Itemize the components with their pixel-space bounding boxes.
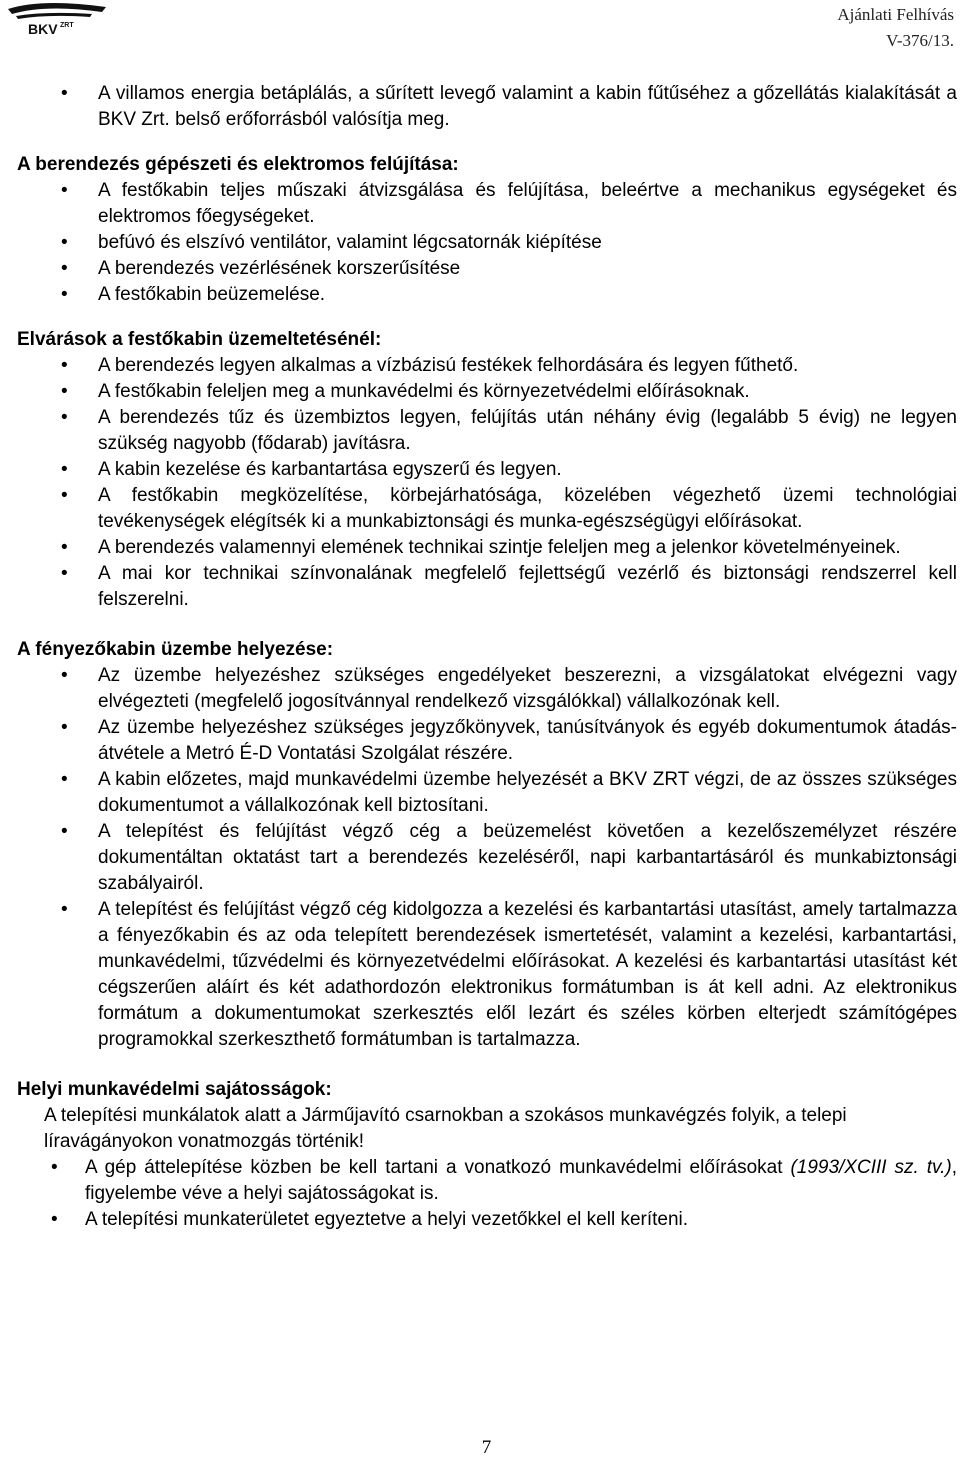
section4-list <box>17 1155 957 1233</box>
list-item: • A festőkabin feleljen meg a munkavédelmi és környezetvédelmi előírásoknak. <box>17 379 957 405</box>
logo-swoosh-icon <box>8 3 106 14</box>
logo-text: BKV <box>28 21 58 37</box>
list-item: • A telepítési munkaterületet egyeztetve a helyi vezetőkkel el kell keríteni. <box>17 1207 957 1233</box>
section1-list <box>17 178 957 308</box>
document-body <box>17 81 957 1233</box>
section-heading: A fényezőkabin üzembe helyezése: <box>17 639 334 660</box>
item-text: , figyelembe véve a helyi sajátosságokat is. <box>85 1157 957 1204</box>
section2-list <box>17 353 957 613</box>
list-item: • A berendezés legyen alkalmas a vízbázisú festékek felhordására és legyen fűthető. <box>17 353 957 379</box>
bkv-logo <box>2 0 110 38</box>
section-heading: A berendezés gépészeti és elektromos felújítása: <box>17 154 459 175</box>
list-item: • A kabin előzetes, majd munkavédelmi üzembe helyezését a BKV ZRT végzi, de az összes szükséges dokumentumot a vállalkozónak kell biztosítani. <box>17 767 957 819</box>
item-text: A gép áttelepítése közben be kell tartani a vonatkozó munkavédelmi előírásokat <box>85 1157 791 1178</box>
section4-paragraph: A telepítési munkálatok alatt a Járműjavító csarnokban a szokásos munkavégzés folyik, a telepi líravágányokon vonatmozgás történik! <box>44 1105 847 1152</box>
list-item: • A festőkabin teljes műszaki átvizsgálása és felújítása, beleértve a mechanikus egységeket és elektromos főegységeket. <box>17 178 957 230</box>
list-item: • A telepítést és felújítást végző cég a beüzemelést követően a kezelőszemélyzet részére dokumentáltan oktatást tart a berendezés kezeléséről, napi karbantartásáról és munkabiztonsági szabályairól. <box>17 819 957 897</box>
list-item: • A villamos energia betáplálás, a sűrített levegő valamint a kabin fűtűséhez a gőzellátás kialakítását a BKV Zrt. belső erőforrásból valósítja meg. <box>17 81 957 133</box>
list-item <box>17 1155 957 1207</box>
list-item: • A berendezés tűz és üzembiztos legyen, felújítás után néhány évig (legalább 5 évig) ne legyen szükség nagyobb (fődarab) javításra. <box>17 405 957 457</box>
section-heading: Helyi munkavédelmi sajátosságok: <box>17 1079 332 1100</box>
list-item: • A berendezés vezérlésének korszerűsítése <box>17 256 957 282</box>
list-item: • A mai kor technikai színvonalának megfelelő fejlettségű vezérlő és biztonsági rendszerrel kell felszerelni. <box>17 561 957 613</box>
list-item: • A festőkabin megközelítése, körbejárhatósága, közelében végezhető üzemi technológiai tevékenységek elégítsék ki a munkabiztonsági és munka-egészségügyi előírásokat. <box>17 483 957 535</box>
document-header <box>837 2 954 54</box>
list-item: • A festőkabin beüzemelése. <box>17 282 957 308</box>
list-item: • befúvó és elszívó ventilátor, valamint légcsatornák kiépítése <box>17 230 957 256</box>
section-heading: Elvárások a festőkabin üzemeltetésénél: <box>17 329 382 350</box>
list-item: • A kabin kezelése és karbantartása egyszerű és legyen. <box>17 457 957 483</box>
page-number: 7 <box>481 1437 492 1458</box>
document-reference: V-376/13. <box>886 31 954 50</box>
document-type: Ajánlati Felhívás <box>837 5 954 24</box>
list-item: • A telepítést és felújítást végző cég kidolgozza a kezelési és karbantartási utasítást, amely tartalmazza a fényezőkabin és az oda telepített berendezések ismertetését, valamint a kezelési, karbantartási, munkavédelmi, tűzvédelmi és környezetvédelmi előírásokat. A kezelési és karbantartási utasítást két cégszerűen aláírt és két adathordozón elektronikus formátumban is át kell adni. Az elektronikus formátum a dokumentumokat szerkesztés elől lezárt és széles körben elterjedt számítógépes programokkal szerkeszthető formátumban is tartalmazza. <box>17 897 957 1053</box>
intro-list <box>17 81 957 133</box>
section3-list <box>17 663 957 1053</box>
logo-superscript: ZRT <box>60 22 74 29</box>
list-item: • Az üzembe helyezéshez szükséges jegyzőkönyvek, tanúsítványok és egyéb dokumentumok átadás-átvétele a Metró É-D Vontatási Szolgálat részére. <box>17 715 957 767</box>
list-item: • A berendezés valamennyi elemének technikai szintje feleljen meg a jelenkor követelményeinek. <box>17 535 957 561</box>
list-item: • Az üzembe helyezéshez szükséges engedélyeket beszerezni, a vizsgálatokat elvégezni vagy elvégezteti (megfelelő jogosítvánnyal rendelkező vizsgálókkal) vállalkozónak kell. <box>17 663 957 715</box>
legal-reference: (1993/XCIII sz. tv.) <box>790 1157 952 1178</box>
